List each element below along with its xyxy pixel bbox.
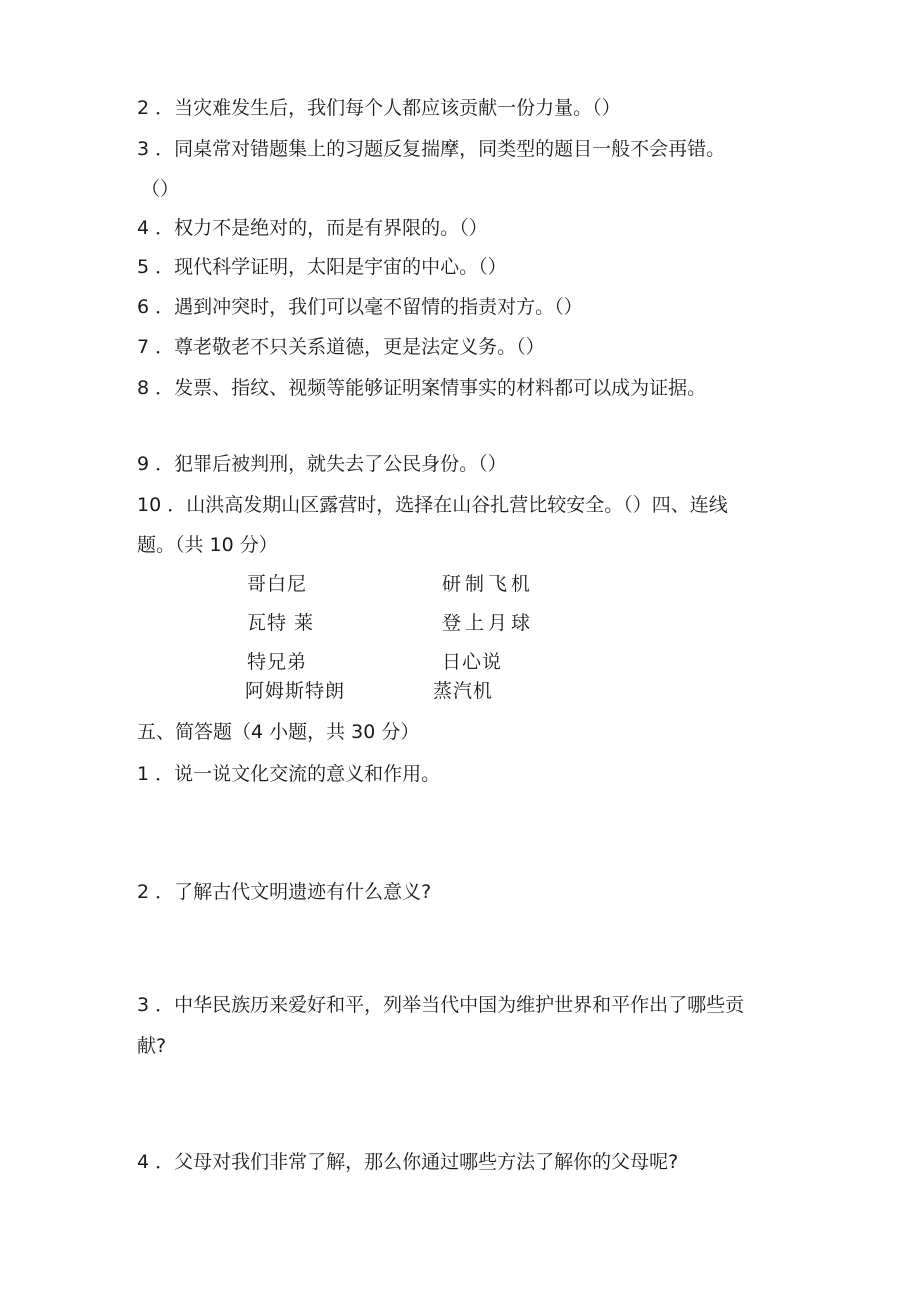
question-9: 9 ．犯罪后被判刑，就失去了公民身份。（）: [137, 453, 507, 475]
question-7: 7 ．尊老敬老不只关系道德，更是法定义务。（）: [137, 336, 545, 358]
match-right-item[interactable]: 蒸汽机: [433, 680, 494, 702]
question-2: 2 ．当灾难发生后，我们每个人都应该贡献一份力量。（）: [137, 97, 621, 119]
match-left-item[interactable]: 瓦特 莱: [247, 612, 315, 634]
question-6: 6 ．遇到冲突时，我们可以毫不留情的指责对方。（）: [137, 296, 583, 318]
match-right-item[interactable]: 研制飞机: [442, 573, 535, 595]
question-4: 4 ．权力不是绝对的，而是有界限的。（）: [137, 217, 488, 239]
short-answer-3: 3 ．中华民族历来爱好和平，列举当代中国为维护世界和平作出了哪些贡: [137, 994, 745, 1016]
section-heading: 五、简答题（4 小题，共 30 分）: [137, 721, 420, 743]
match-right-item[interactable]: 日心说: [442, 651, 503, 673]
question-5: 5 ．现代科学证明，太阳是宇宙的中心。（）: [137, 256, 507, 278]
match-left-item[interactable]: 阿姆斯特朗: [245, 680, 346, 702]
match-right-item[interactable]: 登上月球: [442, 612, 535, 634]
short-answer-4: 4 ．父母对我们非常了解，那么你通过哪些方法了解你的父母呢?: [137, 1151, 679, 1173]
short-answer-2: 2 ．了解古代文明遗迹有什么意义?: [137, 881, 432, 903]
matching-heading: 题。（共 10 分）: [137, 534, 278, 556]
match-left-item[interactable]: 哥白尼: [247, 573, 308, 595]
question-3-bracket: （）: [141, 178, 180, 200]
question-3: 3 ．同桌常对错题集上的习题反复揣摩，同类型的题目一般不会再错。: [137, 138, 726, 160]
short-answer-3-cont: 献?: [137, 1035, 167, 1057]
question-8: 8 ．发票、指纹、视频等能够证明案情事实的材料都可以成为证据。: [137, 377, 707, 399]
question-10: 10 ．山洪高发期山区露营时，选择在山谷扎营比较安全。（）四、连线: [137, 494, 728, 516]
match-left-item[interactable]: 特兄弟: [247, 651, 308, 673]
short-answer-1: 1 ．说一说文化交流的意义和作用。: [137, 763, 441, 785]
